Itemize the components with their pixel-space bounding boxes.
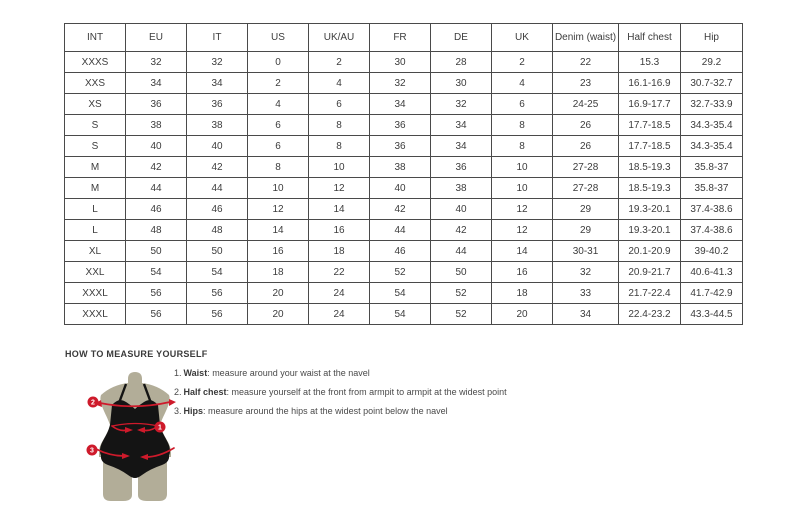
table-row xyxy=(65,115,743,136)
table-cell: 6 xyxy=(248,136,309,157)
table-cell: 0 xyxy=(248,52,309,73)
table-cell: 56 xyxy=(187,283,248,304)
table-row xyxy=(65,178,743,199)
table-row xyxy=(65,304,743,325)
table-cell: 42 xyxy=(126,157,187,178)
table-cell: 35.8-37 xyxy=(681,178,743,199)
mannequin-neck xyxy=(128,372,142,386)
table-cell: XXXL xyxy=(65,304,126,325)
table-cell: 24-25 xyxy=(553,94,619,115)
table-cell: 48 xyxy=(187,220,248,241)
table-cell: 32 xyxy=(370,73,431,94)
table-cell: 18.5-19.3 xyxy=(619,178,681,199)
table-cell: 36 xyxy=(370,136,431,157)
table-cell: 20 xyxy=(248,283,309,304)
table-cell: 46 xyxy=(370,241,431,262)
table-cell: 19.3-20.1 xyxy=(619,220,681,241)
table-cell: 22 xyxy=(309,262,370,283)
column-header: US xyxy=(248,24,309,52)
table-cell: 24 xyxy=(309,304,370,325)
table-row xyxy=(65,73,743,94)
table-cell: 42 xyxy=(431,220,492,241)
table-cell: 8 xyxy=(309,136,370,157)
table-cell: 40.6-41.3 xyxy=(681,262,743,283)
column-header: IT xyxy=(187,24,248,52)
column-header: UK/AU xyxy=(309,24,370,52)
column-header: INT xyxy=(65,24,126,52)
table-cell: 14 xyxy=(492,241,553,262)
step-waist xyxy=(174,367,507,386)
step-half-chest xyxy=(174,386,507,405)
table-cell: S xyxy=(65,136,126,157)
column-header: EU xyxy=(126,24,187,52)
table-cell: 8 xyxy=(492,115,553,136)
table-cell: 26 xyxy=(553,136,619,157)
table-cell: 56 xyxy=(126,304,187,325)
table-cell: 48 xyxy=(126,220,187,241)
table-cell: 18 xyxy=(492,283,553,304)
table-cell: 54 xyxy=(126,262,187,283)
table-header-row xyxy=(65,24,743,52)
table-cell: 32 xyxy=(553,262,619,283)
table-row xyxy=(65,94,743,115)
table-cell: 10 xyxy=(492,157,553,178)
how-to-measure-title: HOW TO MEASURE YOURSELF xyxy=(65,349,208,359)
table-cell: 15.3 xyxy=(619,52,681,73)
table-cell: 12 xyxy=(492,199,553,220)
table-cell: 30 xyxy=(370,52,431,73)
table-cell: 37.4-38.6 xyxy=(681,199,743,220)
table-cell: 34 xyxy=(187,73,248,94)
table-cell: 54 xyxy=(370,283,431,304)
table-row xyxy=(65,199,743,220)
table-cell: 42 xyxy=(370,199,431,220)
step-text: : measure around your waist at the navel xyxy=(207,368,370,378)
table-cell: 6 xyxy=(492,94,553,115)
table-cell: 38 xyxy=(126,115,187,136)
table-cell: 2 xyxy=(248,73,309,94)
table-cell: 27-28 xyxy=(553,157,619,178)
table-cell: 56 xyxy=(187,304,248,325)
table-cell: 37.4-38.6 xyxy=(681,220,743,241)
table-cell: 8 xyxy=(309,115,370,136)
badge-2 xyxy=(88,397,99,408)
table-cell: 14 xyxy=(248,220,309,241)
table-cell: 33 xyxy=(553,283,619,304)
table-row xyxy=(65,136,743,157)
table-cell: 50 xyxy=(126,241,187,262)
table-cell: 6 xyxy=(248,115,309,136)
table-cell: 20.9-21.7 xyxy=(619,262,681,283)
column-header: Denim (waist) xyxy=(553,24,619,52)
table-cell: 28 xyxy=(431,52,492,73)
table-cell: 40 xyxy=(370,178,431,199)
table-cell: 4 xyxy=(248,94,309,115)
table-cell: 34 xyxy=(126,73,187,94)
table-cell: 54 xyxy=(370,304,431,325)
table-cell: 34 xyxy=(370,94,431,115)
table-cell: 44 xyxy=(431,241,492,262)
table-cell: 35.8-37 xyxy=(681,157,743,178)
badge-1 xyxy=(155,422,166,433)
table-cell: 2 xyxy=(492,52,553,73)
svg-text:1: 1 xyxy=(158,424,162,432)
size-chart-table xyxy=(64,23,743,325)
table-cell: 6 xyxy=(309,94,370,115)
table-cell: 40 xyxy=(431,199,492,220)
table-cell: 16.1-16.9 xyxy=(619,73,681,94)
table-cell: XXL xyxy=(65,262,126,283)
column-header: DE xyxy=(431,24,492,52)
table-cell: 20.1-20.9 xyxy=(619,241,681,262)
table-cell: 46 xyxy=(187,199,248,220)
table-cell: 43.3-44.5 xyxy=(681,304,743,325)
svg-text:2: 2 xyxy=(91,399,95,407)
table-cell: 16.9-17.7 xyxy=(619,94,681,115)
table-cell: XS xyxy=(65,94,126,115)
table-cell: 30 xyxy=(431,73,492,94)
table-cell: 27-28 xyxy=(553,178,619,199)
table-cell: 52 xyxy=(431,283,492,304)
table-cell: 44 xyxy=(370,220,431,241)
table-cell: 16 xyxy=(248,241,309,262)
table-cell: 20 xyxy=(492,304,553,325)
table-cell: 50 xyxy=(187,241,248,262)
table-cell: 32.7-33.9 xyxy=(681,94,743,115)
table-cell: S xyxy=(65,115,126,136)
table-cell: 24 xyxy=(309,283,370,304)
table-cell: 18.5-19.3 xyxy=(619,157,681,178)
table-cell: XL xyxy=(65,241,126,262)
table-cell: 29 xyxy=(553,199,619,220)
badge-3 xyxy=(87,445,98,456)
table-cell: 36 xyxy=(187,94,248,115)
table-cell: 32 xyxy=(126,52,187,73)
table-cell: 29 xyxy=(553,220,619,241)
table-cell: XXXL xyxy=(65,283,126,304)
step-text: : measure yourself at the front from armpit to armpit at the widest point xyxy=(226,387,507,397)
table-cell: 19.3-20.1 xyxy=(619,199,681,220)
table-cell: 26 xyxy=(553,115,619,136)
table-cell: 34.3-35.4 xyxy=(681,136,743,157)
table-row xyxy=(65,262,743,283)
table-cell: 10 xyxy=(248,178,309,199)
table-cell: 46 xyxy=(126,199,187,220)
table-cell: 36 xyxy=(126,94,187,115)
table-cell: 21.7-22.4 xyxy=(619,283,681,304)
table-cell: 50 xyxy=(431,262,492,283)
table-cell: XXS xyxy=(65,73,126,94)
table-cell: 34 xyxy=(431,136,492,157)
table-cell: 8 xyxy=(492,136,553,157)
column-header: FR xyxy=(370,24,431,52)
table-cell: 18 xyxy=(248,262,309,283)
table-cell: 16 xyxy=(492,262,553,283)
table-cell: 42 xyxy=(187,157,248,178)
step-number: 2. xyxy=(174,387,182,397)
table-cell: 4 xyxy=(492,73,553,94)
table-cell: 17.7-18.5 xyxy=(619,115,681,136)
table-cell: 36 xyxy=(370,115,431,136)
table-row xyxy=(65,157,743,178)
step-hips xyxy=(174,405,507,424)
table-cell: 44 xyxy=(187,178,248,199)
table-cell: 18 xyxy=(309,241,370,262)
table-cell: 10 xyxy=(492,178,553,199)
table-cell: 41.7-42.9 xyxy=(681,283,743,304)
table-cell: 54 xyxy=(187,262,248,283)
table-cell: 30.7-32.7 xyxy=(681,73,743,94)
table-cell: 38 xyxy=(431,178,492,199)
step-label: Waist xyxy=(183,368,208,378)
step-label: Half chest xyxy=(183,387,227,397)
column-header: Hip xyxy=(681,24,743,52)
svg-text:3: 3 xyxy=(90,447,94,455)
table-row xyxy=(65,52,743,73)
table-cell: 40 xyxy=(126,136,187,157)
step-number: 1. xyxy=(174,368,182,378)
table-cell: 12 xyxy=(492,220,553,241)
table-cell: 16 xyxy=(309,220,370,241)
table-cell: 32 xyxy=(431,94,492,115)
table-cell: 38 xyxy=(187,115,248,136)
table-cell: M xyxy=(65,157,126,178)
step-number: 3. xyxy=(174,406,182,416)
table-cell: 38 xyxy=(370,157,431,178)
table-cell: 34.3-35.4 xyxy=(681,115,743,136)
table-cell: XXXS xyxy=(65,52,126,73)
table-cell: 12 xyxy=(248,199,309,220)
table-cell: 8 xyxy=(248,157,309,178)
table-cell: 10 xyxy=(309,157,370,178)
table-cell: 34 xyxy=(431,115,492,136)
measurement-steps xyxy=(174,367,507,424)
table-cell: L xyxy=(65,199,126,220)
table-cell: 52 xyxy=(370,262,431,283)
step-label: Hips xyxy=(183,406,204,416)
table-cell: 29.2 xyxy=(681,52,743,73)
table-row xyxy=(65,283,743,304)
column-header: Half chest xyxy=(619,24,681,52)
table-cell: 2 xyxy=(309,52,370,73)
table-row xyxy=(65,220,743,241)
table-cell: 14 xyxy=(309,199,370,220)
table-body xyxy=(65,52,743,325)
table-cell: 4 xyxy=(309,73,370,94)
table-cell: 17.7-18.5 xyxy=(619,136,681,157)
column-header: UK xyxy=(492,24,553,52)
table-cell: 23 xyxy=(553,73,619,94)
table-cell: L xyxy=(65,220,126,241)
table-cell: 20 xyxy=(248,304,309,325)
table-cell: 40 xyxy=(187,136,248,157)
table-cell: 32 xyxy=(187,52,248,73)
measurement-figure xyxy=(82,371,188,505)
table-cell: 36 xyxy=(431,157,492,178)
table-row xyxy=(65,241,743,262)
table-cell: 39-40.2 xyxy=(681,241,743,262)
table-cell: 56 xyxy=(126,283,187,304)
table-cell: 52 xyxy=(431,304,492,325)
table-cell: 30-31 xyxy=(553,241,619,262)
table-cell: 12 xyxy=(309,178,370,199)
step-text: : measure around the hips at the widest point below the navel xyxy=(203,406,448,416)
table-cell: M xyxy=(65,178,126,199)
table-cell: 22.4-23.2 xyxy=(619,304,681,325)
table-cell: 44 xyxy=(126,178,187,199)
table-cell: 22 xyxy=(553,52,619,73)
table-cell: 34 xyxy=(553,304,619,325)
